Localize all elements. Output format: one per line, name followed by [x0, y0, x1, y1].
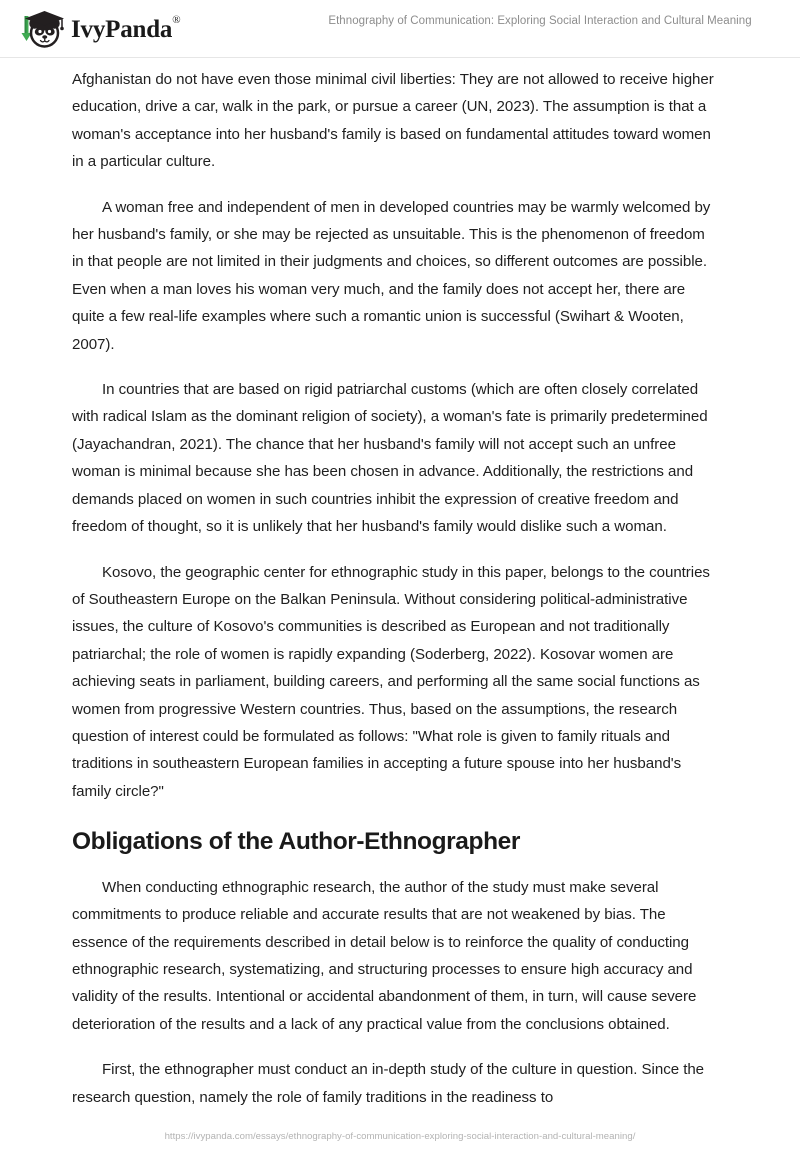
registered-trademark-icon: ® [172, 14, 181, 27]
ivypanda-panda-graduation-logo-icon [18, 8, 66, 50]
paragraph-first-requirement: First, the ethnographer must conduct an in-depth study of the culture in question. Since the research question, namely the role of family traditions in the readiness to [72, 1061, 705, 1106]
section-heading-obligations: Obligations of the Author-Ethnographer [72, 828, 520, 856]
document-body [72, 66, 720, 1129]
brand-name-text: IvyPanda [71, 15, 173, 43]
page-footer [0, 1126, 800, 1144]
paragraph-kosovo: Kosovo, the geographic center for ethnographic study in this paper, belongs to the countries of Southeastern Europe on the Balkan Peninsula. Without considering political-administrative issues, the culture of Kosovo's communities is described as European and not traditionally patriarchal; the role of women is rapidly expanding (Soderberg, 2022). Kosovar women are achieving seats in parliament, building careers, and performing all the same social functions as women from progressive Western countries. Thus, based on the assumptions, the research question of interest could be formulated as follows: "What role is given to family rituals and traditions in southeastern European families in accepting a future spouse into her husband's family circle?" [72, 563, 710, 800]
brand-logo[interactable] [18, 7, 180, 51]
paragraph-afghanistan: Afghanistan do not have even those minimal civil liberties: They are not allowed to receive higher education, drive a car, walk in the park, or pursue a career (UN, 2023). The assumption is that a woman's acceptance into her husband's family is based on fundamental attitudes toward women in a particular culture. [72, 71, 714, 171]
footer-source-url[interactable]: https://ivypanda.com/essays/ethnography-of-communication-exploring-social-interaction-and-cultural-meaning/ [164, 1131, 636, 1142]
paragraph-developed-countries: A woman free and independent of men in developed countries may be warmly welcomed by her husband's family, or she may be rejected as unsuitable. This is the phenomenon of freedom in that people are not limited in their judgments and choices, so different outcomes are possible. Even when a man loves his woman very much, and the family does not accept her, there are quite a few real-life examples where such a romantic union is successful (Swihart & Wooten, 2007). [72, 198, 711, 353]
brand-name [71, 14, 181, 43]
paragraph-patriarchal-customs: In countries that are based on rigid patriarchal customs (which are often closely correlated with radical Islam as the dominant religion of society), a woman's fate is primarily predetermined (Jayachandran, 2021). The chance that her husband's family will not accept such an unfree woman is minimal because she has been chosen in advance. Additionally, the restrictions and demands placed on women in such countries inhibit the expression of creative freedom and freedom of thought, so it is unlikely that her husband's family would dislike such a woman. [72, 381, 708, 536]
page-header [0, 0, 800, 58]
paragraph-commitments: When conducting ethnographic research, the author of the study must make several commitments to produce reliable and accurate results that are not weakened by bias. The essence of the requirements described in detail below is to reinforce the quality of conducting ethnographic research, systematizing, and structuring processes to ensure high accuracy and validity of the results. Intentional or accidental abandonment of them, in turn, will cause severe deterioration of the results and a lack of any practical value from the conclusions obtained. [72, 878, 697, 1033]
document-title-header: Ethnography of Communication: Exploring Social Interaction and Cultural Meaning [328, 15, 752, 27]
